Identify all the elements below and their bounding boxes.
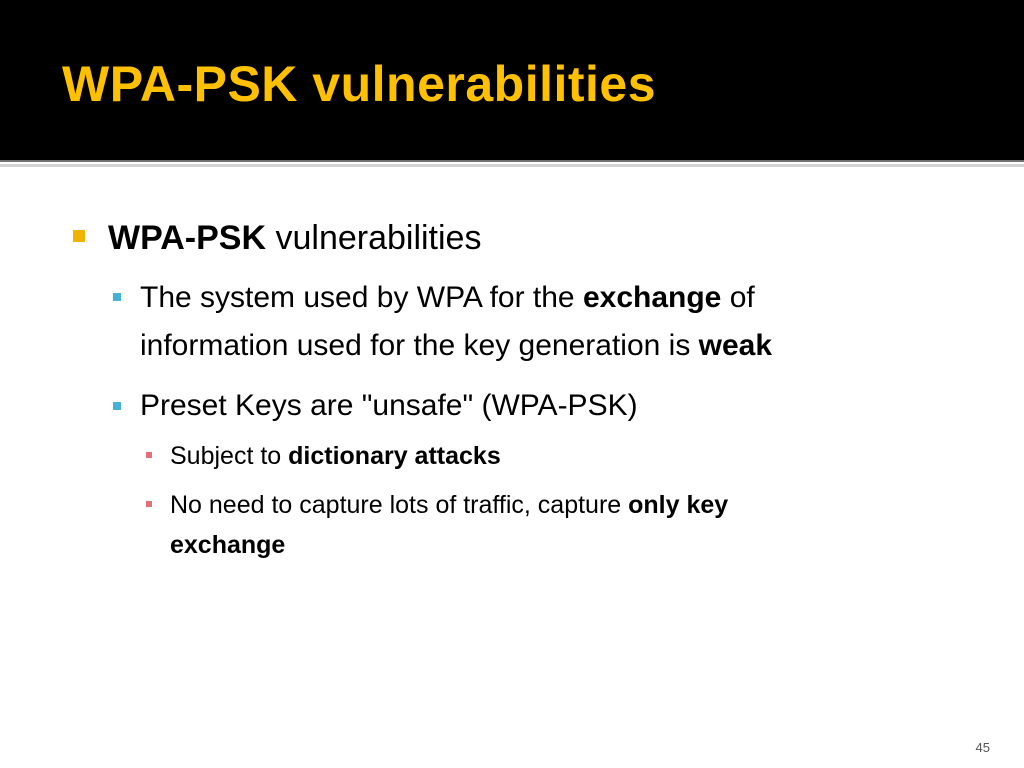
bullet-text: Preset Keys are "unsafe" (WPA-PSK): [140, 389, 638, 422]
bullet-text: The system used by WPA for the: [140, 281, 583, 314]
bullet-wpa-psk: [108, 216, 481, 260]
page-number: 45: [975, 740, 990, 755]
square-bullet-icon: [146, 452, 152, 458]
bullet-bold-text: dictionary attacks: [288, 442, 501, 470]
square-bullet-icon: [73, 230, 85, 242]
bullet-bold-text: WPA-PSK: [108, 219, 267, 257]
bullet-capture-key-exchange: [170, 485, 728, 565]
bullet-line: [170, 525, 728, 565]
bullet-line: [170, 485, 728, 525]
bullet-preset-keys: [140, 382, 638, 430]
bullet-bold-text: exchange: [170, 531, 286, 559]
title-divider-shadow: [0, 164, 1024, 167]
square-bullet-icon: [146, 501, 152, 507]
bullet-line: [140, 322, 772, 370]
bullet-bold-text: only key: [628, 491, 729, 519]
bullet-text: vulnerabilities: [266, 219, 482, 257]
square-bullet-icon: [113, 402, 121, 410]
bullet-bold-text: exchange: [582, 281, 722, 314]
square-bullet-icon: [113, 293, 121, 301]
bullet-exchange-weak: [140, 274, 772, 370]
title-bar: [0, 0, 1024, 160]
bullet-text: No need to capture lots of traffic, capture: [170, 491, 629, 519]
title-divider: [0, 160, 1024, 162]
bullet-text: Subject to: [170, 442, 289, 470]
bullet-text: information used for the key generation is: [140, 329, 699, 362]
slide-title: WPA-PSK vulnerabilities: [62, 56, 657, 112]
bullet-dictionary-attacks: [170, 436, 501, 476]
bullet-text: of: [721, 281, 755, 314]
bullet-line: [140, 274, 772, 322]
bullet-bold-text: weak: [698, 329, 773, 362]
